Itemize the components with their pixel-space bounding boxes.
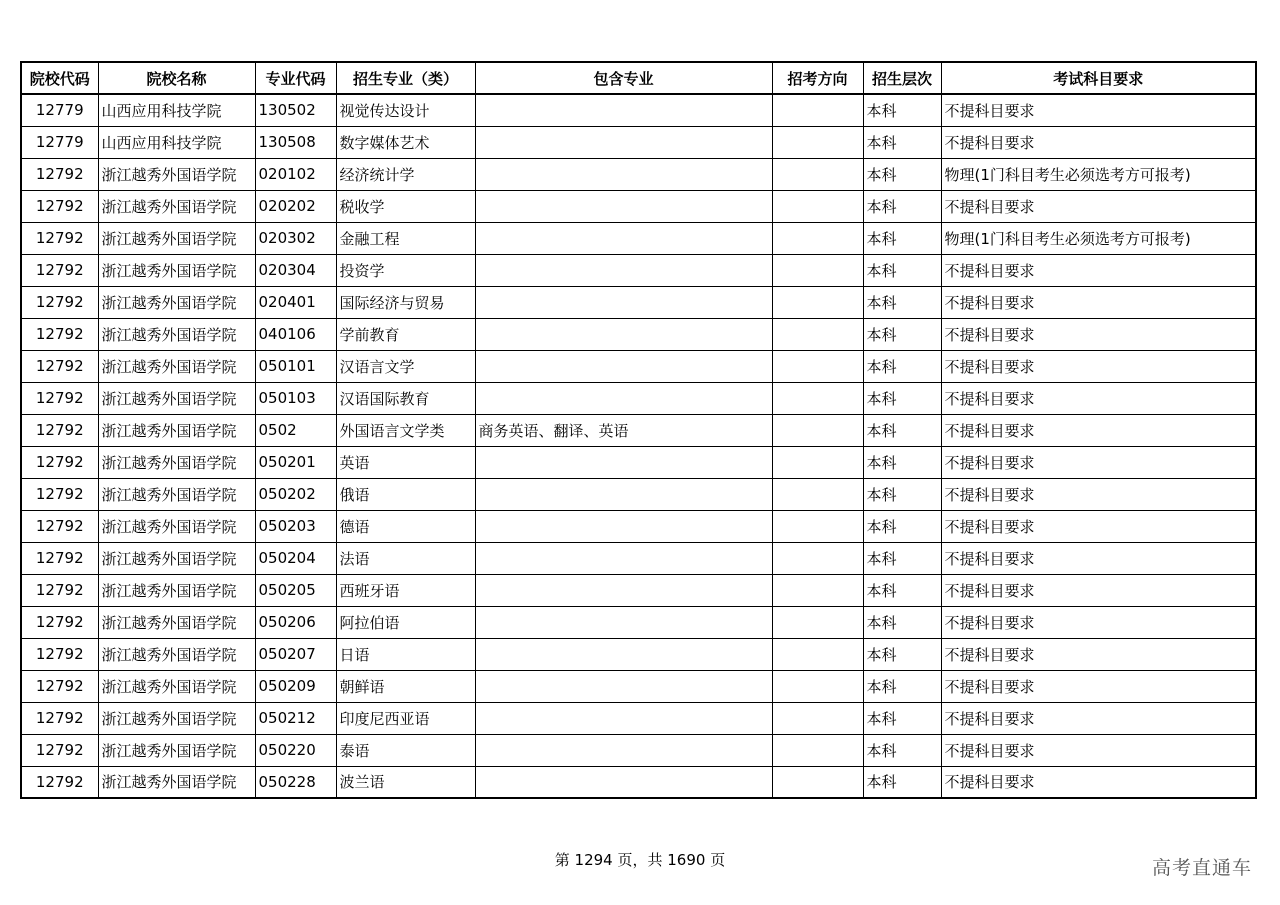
cell-direction (772, 478, 863, 510)
cell-level: 本科 (863, 350, 941, 382)
cell-subject-requirement: 不提科目要求 (941, 670, 1256, 702)
cell-included-majors (475, 286, 772, 318)
cell-level: 本科 (863, 382, 941, 414)
cell-direction (772, 702, 863, 734)
cell-school-code: 12792 (21, 702, 98, 734)
cell-major: 外国语言文学类 (336, 414, 475, 446)
cell-level: 本科 (863, 94, 941, 126)
cell-included-majors (475, 94, 772, 126)
cell-school-name: 浙江越秀外国语学院 (98, 446, 255, 478)
cell-subject-requirement: 物理(1门科目考生必须选考方可报考) (941, 222, 1256, 254)
cell-major-code: 020304 (255, 254, 336, 286)
table-row (21, 478, 1256, 510)
cell-level: 本科 (863, 638, 941, 670)
cell-major-code: 050203 (255, 510, 336, 542)
table-row (21, 190, 1256, 222)
cell-direction (772, 446, 863, 478)
cell-major: 俄语 (336, 478, 475, 510)
cell-school-name: 山西应用科技学院 (98, 126, 255, 158)
table-row (21, 382, 1256, 414)
cell-school-name: 浙江越秀外国语学院 (98, 158, 255, 190)
cell-level: 本科 (863, 670, 941, 702)
cell-level: 本科 (863, 158, 941, 190)
cell-school-code: 12792 (21, 414, 98, 446)
table-row (21, 94, 1256, 126)
table-row (21, 766, 1256, 798)
cell-subject-requirement: 不提科目要求 (941, 606, 1256, 638)
cell-included-majors (475, 510, 772, 542)
cell-level: 本科 (863, 542, 941, 574)
cell-direction (772, 766, 863, 798)
cell-major-code: 050103 (255, 382, 336, 414)
table-row (21, 574, 1256, 606)
cell-level: 本科 (863, 606, 941, 638)
cell-direction (772, 414, 863, 446)
cell-included-majors (475, 670, 772, 702)
cell-school-name: 浙江越秀外国语学院 (98, 542, 255, 574)
table-row (21, 510, 1256, 542)
cell-major-code: 020401 (255, 286, 336, 318)
cell-major-code: 020102 (255, 158, 336, 190)
cell-included-majors: 商务英语、翻译、英语 (475, 414, 772, 446)
cell-school-name: 浙江越秀外国语学院 (98, 510, 255, 542)
cell-major: 朝鲜语 (336, 670, 475, 702)
cell-included-majors (475, 350, 772, 382)
cell-school-code: 12779 (21, 94, 98, 126)
cell-major-code: 050205 (255, 574, 336, 606)
cell-school-name: 浙江越秀外国语学院 (98, 318, 255, 350)
cell-direction (772, 542, 863, 574)
cell-subject-requirement: 不提科目要求 (941, 766, 1256, 798)
cell-direction (772, 254, 863, 286)
cell-major: 英语 (336, 446, 475, 478)
table-header-row (21, 62, 1256, 94)
cell-major: 波兰语 (336, 766, 475, 798)
cell-school-name: 浙江越秀外国语学院 (98, 190, 255, 222)
cell-subject-requirement: 不提科目要求 (941, 382, 1256, 414)
table-row (21, 350, 1256, 382)
cell-major: 学前教育 (336, 318, 475, 350)
cell-major-code: 050209 (255, 670, 336, 702)
cell-included-majors (475, 126, 772, 158)
cell-subject-requirement: 不提科目要求 (941, 574, 1256, 606)
cell-major: 视觉传达设计 (336, 94, 475, 126)
table-row (21, 702, 1256, 734)
cell-included-majors (475, 446, 772, 478)
cell-major-code: 050206 (255, 606, 336, 638)
header-major: 招生专业（类） (336, 62, 475, 94)
cell-major-code: 050101 (255, 350, 336, 382)
cell-major: 西班牙语 (336, 574, 475, 606)
cell-direction (772, 382, 863, 414)
cell-direction (772, 350, 863, 382)
cell-subject-requirement: 不提科目要求 (941, 318, 1256, 350)
cell-school-name: 浙江越秀外国语学院 (98, 478, 255, 510)
cell-level: 本科 (863, 766, 941, 798)
cell-school-name: 浙江越秀外国语学院 (98, 286, 255, 318)
cell-subject-requirement: 物理(1门科目考生必须选考方可报考) (941, 158, 1256, 190)
cell-direction (772, 606, 863, 638)
cell-major-code: 050212 (255, 702, 336, 734)
table-row (21, 606, 1256, 638)
cell-school-name: 浙江越秀外国语学院 (98, 222, 255, 254)
cell-school-name: 浙江越秀外国语学院 (98, 574, 255, 606)
cell-major: 税收学 (336, 190, 475, 222)
cell-major-code: 020302 (255, 222, 336, 254)
cell-subject-requirement: 不提科目要求 (941, 286, 1256, 318)
cell-subject-requirement: 不提科目要求 (941, 350, 1256, 382)
cell-school-code: 12792 (21, 190, 98, 222)
table-row (21, 414, 1256, 446)
watermark-text: 高考直通车 (1151, 857, 1252, 879)
cell-major: 泰语 (336, 734, 475, 766)
cell-school-code: 12792 (21, 318, 98, 350)
cell-school-code: 12792 (21, 478, 98, 510)
cell-included-majors (475, 222, 772, 254)
cell-major: 汉语国际教育 (336, 382, 475, 414)
cell-major-code: 050220 (255, 734, 336, 766)
cell-major-code: 050201 (255, 446, 336, 478)
table-row (21, 286, 1256, 318)
cell-direction (772, 126, 863, 158)
cell-subject-requirement: 不提科目要求 (941, 254, 1256, 286)
cell-included-majors (475, 702, 772, 734)
table-row (21, 734, 1256, 766)
cell-level: 本科 (863, 254, 941, 286)
cell-included-majors (475, 734, 772, 766)
cell-school-code: 12792 (21, 734, 98, 766)
cell-major-code: 050207 (255, 638, 336, 670)
cell-direction (772, 670, 863, 702)
cell-direction (772, 158, 863, 190)
cell-school-code: 12792 (21, 446, 98, 478)
cell-subject-requirement: 不提科目要求 (941, 702, 1256, 734)
cell-included-majors (475, 318, 772, 350)
cell-school-code: 12792 (21, 382, 98, 414)
cell-school-name: 浙江越秀外国语学院 (98, 382, 255, 414)
cell-level: 本科 (863, 414, 941, 446)
cell-included-majors (475, 190, 772, 222)
cell-major: 阿拉伯语 (336, 606, 475, 638)
cell-direction (772, 190, 863, 222)
cell-level: 本科 (863, 574, 941, 606)
cell-direction (772, 222, 863, 254)
cell-level: 本科 (863, 510, 941, 542)
cell-school-name: 浙江越秀外国语学院 (98, 350, 255, 382)
cell-major: 汉语言文学 (336, 350, 475, 382)
cell-subject-requirement: 不提科目要求 (941, 126, 1256, 158)
admissions-table (20, 61, 1257, 799)
table-row (21, 318, 1256, 350)
cell-major-code: 130502 (255, 94, 336, 126)
cell-subject-requirement: 不提科目要求 (941, 94, 1256, 126)
cell-school-code: 12792 (21, 222, 98, 254)
cell-major-code: 050228 (255, 766, 336, 798)
header-major-code: 专业代码 (255, 62, 336, 94)
cell-school-name: 浙江越秀外国语学院 (98, 606, 255, 638)
table-row (21, 542, 1256, 574)
cell-school-code: 12792 (21, 574, 98, 606)
cell-major: 投资学 (336, 254, 475, 286)
cell-direction (772, 638, 863, 670)
cell-school-code: 12792 (21, 158, 98, 190)
cell-school-code: 12792 (21, 542, 98, 574)
cell-school-name: 浙江越秀外国语学院 (98, 702, 255, 734)
cell-major: 法语 (336, 542, 475, 574)
table-row (21, 158, 1256, 190)
cell-included-majors (475, 382, 772, 414)
cell-included-majors (475, 766, 772, 798)
cell-direction (772, 574, 863, 606)
cell-school-name: 浙江越秀外国语学院 (98, 670, 255, 702)
cell-school-name: 山西应用科技学院 (98, 94, 255, 126)
header-included-majors: 包含专业 (475, 62, 772, 94)
table-row (21, 670, 1256, 702)
cell-major: 经济统计学 (336, 158, 475, 190)
cell-level: 本科 (863, 478, 941, 510)
cell-school-name: 浙江越秀外国语学院 (98, 254, 255, 286)
cell-school-name: 浙江越秀外国语学院 (98, 414, 255, 446)
cell-major: 印度尼西亚语 (336, 702, 475, 734)
cell-major-code: 130508 (255, 126, 336, 158)
cell-major: 数字媒体艺术 (336, 126, 475, 158)
cell-subject-requirement: 不提科目要求 (941, 478, 1256, 510)
cell-direction (772, 286, 863, 318)
cell-level: 本科 (863, 702, 941, 734)
cell-major: 国际经济与贸易 (336, 286, 475, 318)
cell-school-code: 12792 (21, 510, 98, 542)
cell-included-majors (475, 542, 772, 574)
table-row (21, 254, 1256, 286)
cell-school-code: 12792 (21, 254, 98, 286)
cell-level: 本科 (863, 286, 941, 318)
table-row (21, 446, 1256, 478)
cell-direction (772, 318, 863, 350)
cell-included-majors (475, 606, 772, 638)
cell-school-code: 12792 (21, 766, 98, 798)
header-school-code: 院校代码 (21, 62, 98, 94)
cell-major-code: 0502 (255, 414, 336, 446)
cell-major-code: 050204 (255, 542, 336, 574)
page-number: 第 1294 页，共 1690 页 (554, 851, 726, 869)
cell-included-majors (475, 478, 772, 510)
cell-level: 本科 (863, 222, 941, 254)
cell-school-code: 12792 (21, 638, 98, 670)
cell-major-code: 040106 (255, 318, 336, 350)
cell-level: 本科 (863, 446, 941, 478)
cell-included-majors (475, 574, 772, 606)
cell-included-majors (475, 158, 772, 190)
cell-subject-requirement: 不提科目要求 (941, 734, 1256, 766)
cell-subject-requirement: 不提科目要求 (941, 414, 1256, 446)
cell-direction (772, 94, 863, 126)
cell-school-name: 浙江越秀外国语学院 (98, 638, 255, 670)
cell-level: 本科 (863, 318, 941, 350)
cell-school-code: 12792 (21, 670, 98, 702)
cell-level: 本科 (863, 734, 941, 766)
cell-major: 金融工程 (336, 222, 475, 254)
cell-school-code: 12779 (21, 126, 98, 158)
cell-direction (772, 510, 863, 542)
cell-subject-requirement: 不提科目要求 (941, 510, 1256, 542)
cell-school-code: 12792 (21, 606, 98, 638)
cell-subject-requirement: 不提科目要求 (941, 542, 1256, 574)
cell-direction (772, 734, 863, 766)
header-subject-requirement: 考试科目要求 (941, 62, 1256, 94)
cell-school-code: 12792 (21, 286, 98, 318)
table-row (21, 638, 1256, 670)
cell-included-majors (475, 638, 772, 670)
cell-major: 德语 (336, 510, 475, 542)
cell-major-code: 050202 (255, 478, 336, 510)
cell-school-code: 12792 (21, 350, 98, 382)
header-school-name: 院校名称 (98, 62, 255, 94)
table-row (21, 222, 1256, 254)
cell-major-code: 020202 (255, 190, 336, 222)
cell-level: 本科 (863, 126, 941, 158)
table-row (21, 126, 1256, 158)
cell-school-name: 浙江越秀外国语学院 (98, 734, 255, 766)
header-level: 招生层次 (863, 62, 941, 94)
cell-subject-requirement: 不提科目要求 (941, 446, 1256, 478)
cell-subject-requirement: 不提科目要求 (941, 190, 1256, 222)
cell-included-majors (475, 254, 772, 286)
cell-school-name: 浙江越秀外国语学院 (98, 766, 255, 798)
cell-subject-requirement: 不提科目要求 (941, 638, 1256, 670)
cell-major: 日语 (336, 638, 475, 670)
cell-level: 本科 (863, 190, 941, 222)
header-direction: 招考方向 (772, 62, 863, 94)
